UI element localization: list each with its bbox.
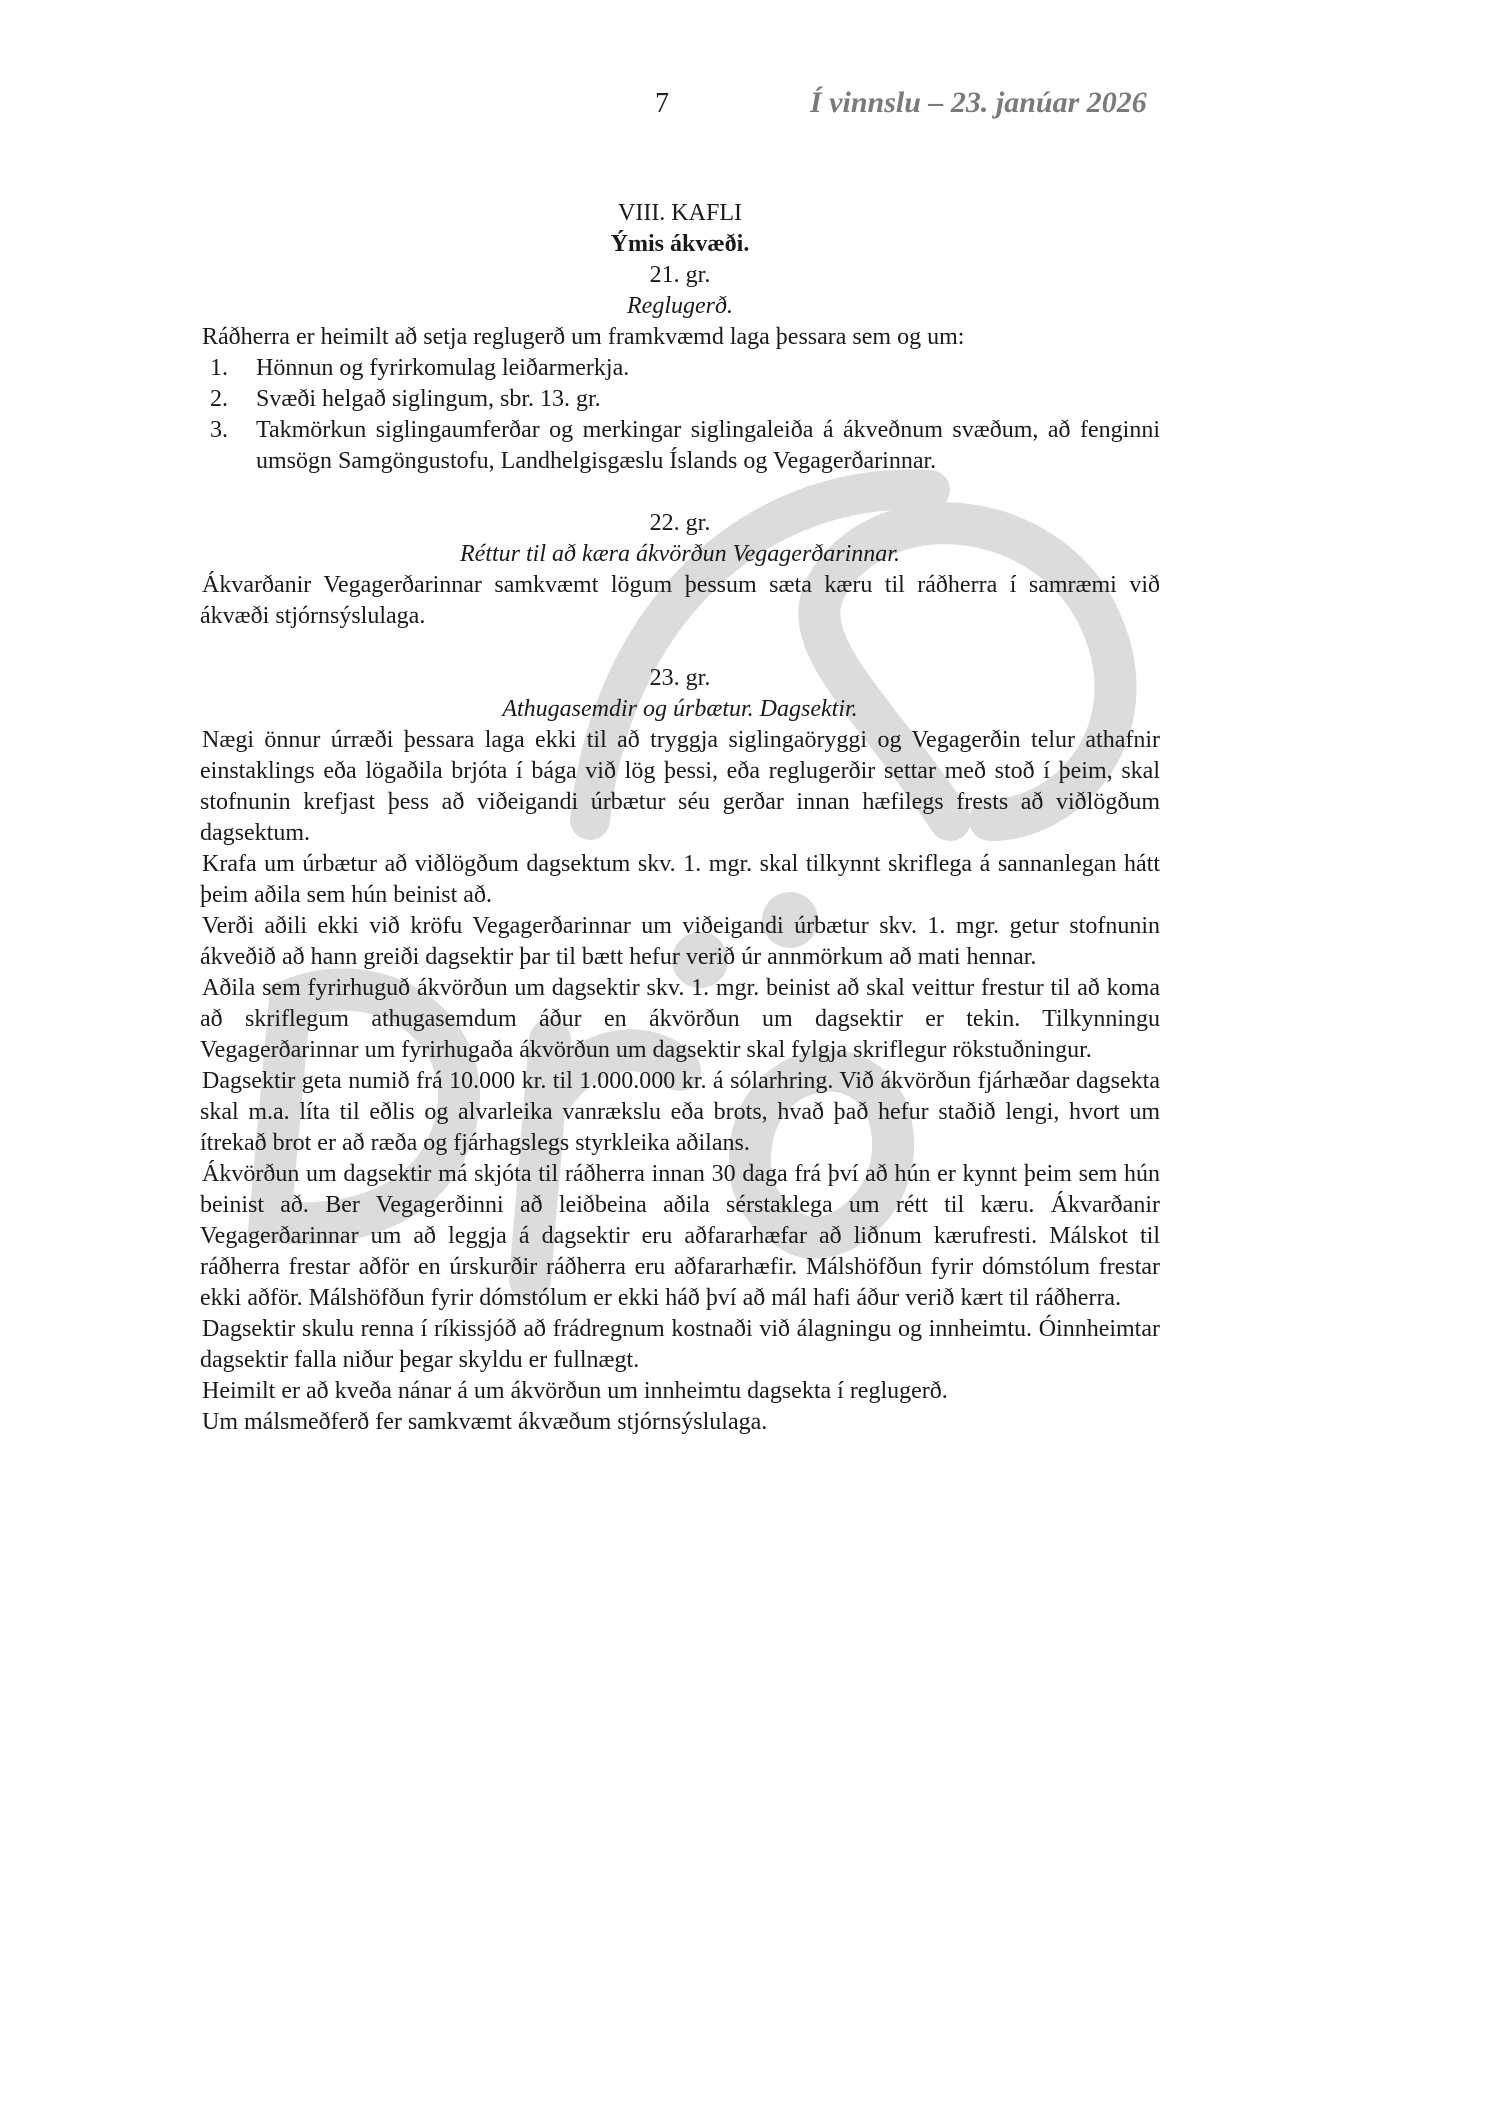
draft-status: Í vinnslu – 23. janúar 2026 <box>810 86 1147 119</box>
article-23-title: Athugasemdir og úrbætur. Dagsektir. <box>502 696 858 722</box>
article-23-number: 23. gr. <box>649 665 711 691</box>
article-23-paragraph-4: Aðila sem fyrirhuguð ákvörðun um dagsektir skv. 1. mgr. beinist að skal veittur frestur til að koma að skriflegum athugasemdum áður en ákvörðun um dagsektir er tekin. Tilkynningu Vegagerðarinnar um fyrirhugaða ákvörðun um dagsektir skal fylgja skriflegur rökstuðningur. <box>200 975 1160 1063</box>
page-number: 7 <box>655 88 669 119</box>
list-item-text: Hönnun og fyrirkomulag leiðarmerkja. <box>256 355 630 381</box>
article-22-paragraph: Ákvarðanir Vegagerðarinnar samkvæmt lögum þessum sæta kæru til ráðherra í samræmi við ákvæði stjórnsýslulaga. <box>200 572 1160 629</box>
article-23-paragraph-5: Dagsektir geta numið frá 10.000 kr. til 1.000.000 kr. á sólarhring. Við ákvörðun fjárhæðar dagsekta skal m.a. líta til eðlis og alvarleika vanrækslu eða brots, hvað það hefur staðið lengi, hvort um ítrekað brot er að ræða og fjárhagslegs styrkleika aðilans. <box>200 1068 1160 1156</box>
article-23-paragraph-6: Ákvörðun um dagsektir má skjóta til ráðherra innan 30 daga frá því að hún er kynnt þeim sem hún beinist að. Ber Vegagerðinni að leiðbeina aðila sérstaklega um rétt til kæru. Ákvarðanir Vegagerðarinnar um að leggja á dagsektir eru aðfararhæfar að liðnum kærufresti. Málskot til ráðherra frestar aðför en úrskurðir ráðherra eru aðfararhæfir. Málshöfðun fyrir dómstólum frestar ekki aðför. Málshöfðun fyrir dómstólum er ekki háð því að mál hafi áður verið kært til ráðherra. <box>200 1161 1160 1311</box>
list-item <box>200 384 1160 415</box>
article-23-paragraph-9: Um málsmeðferð fer samkvæmt ákvæðum stjórnsýslulaga. <box>202 1409 768 1435</box>
list-item-number: 1. <box>210 355 228 381</box>
list-item-number: 2. <box>210 386 228 412</box>
article-21-list <box>200 353 1160 477</box>
article-21-intro: Ráðherra er heimilt að setja reglugerð um framkvæmd laga þessara sem og um: <box>202 324 965 350</box>
article-23-paragraph-1: Nægi önnur úrræði þessara laga ekki til að tryggja siglingaöryggi og Vegagerðin telur athafnir einstaklings eða lögaðila brjóta í bága við lög þessi, eða reglugerðir settar með stoð í þeim, skal stofnunin krefjast þess að viðeigandi úrbætur séu gerðar innan hæfilegs frests að viðlögðum dagsektum. <box>200 727 1160 846</box>
list-item <box>200 353 1160 384</box>
list-item-text: Takmörkun siglingaumferðar og merkingar siglingaleiða á ákveðnum svæðum, að fenginni umsögn Samgöngustofu, Landhelgisgæslu Íslands og Vegagerðarinnar. <box>256 417 1160 474</box>
chapter-title: Ýmis ákvæði. <box>610 231 750 257</box>
document-body <box>200 198 1160 1438</box>
article-23-paragraph-2: Krafa um úrbætur að viðlögðum dagsektum skv. 1. mgr. skal tilkynnt skriflega á sannanlegan hátt þeim aðila sem hún beinist að. <box>200 851 1160 908</box>
list-item <box>200 415 1160 477</box>
list-item-number: 3. <box>210 417 228 443</box>
article-22-title: Réttur til að kæra ákvörðun Vegagerðarinnar. <box>460 541 900 567</box>
article-21-number: 21. gr. <box>649 262 711 288</box>
article-23-paragraph-3: Verði aðili ekki við kröfu Vegagerðarinnar um viðeigandi úrbætur skv. 1. mgr. getur stofnunin ákveðið að hann greiði dagsektir þar til bætt hefur verið úr annmörkum að mati hennar. <box>200 913 1160 970</box>
article-23-paragraph-8: Heimilt er að kveða nánar á um ákvörðun um innheimtu dagsekta í reglugerð. <box>202 1378 948 1404</box>
chapter-number: VIII. KAFLI <box>618 200 742 226</box>
article-23-paragraph-7: Dagsektir skulu renna í ríkissjóð að frádregnum kostnaði við álagningu og innheimtu. Óinnheimtar dagsektir falla niður þegar skyldu er fullnægt. <box>200 1316 1160 1373</box>
list-item-text: Svæði helgað siglingum, sbr. 13. gr. <box>256 386 601 412</box>
article-21-title: Reglugerð. <box>627 293 733 319</box>
article-22-number: 22. gr. <box>649 510 711 536</box>
